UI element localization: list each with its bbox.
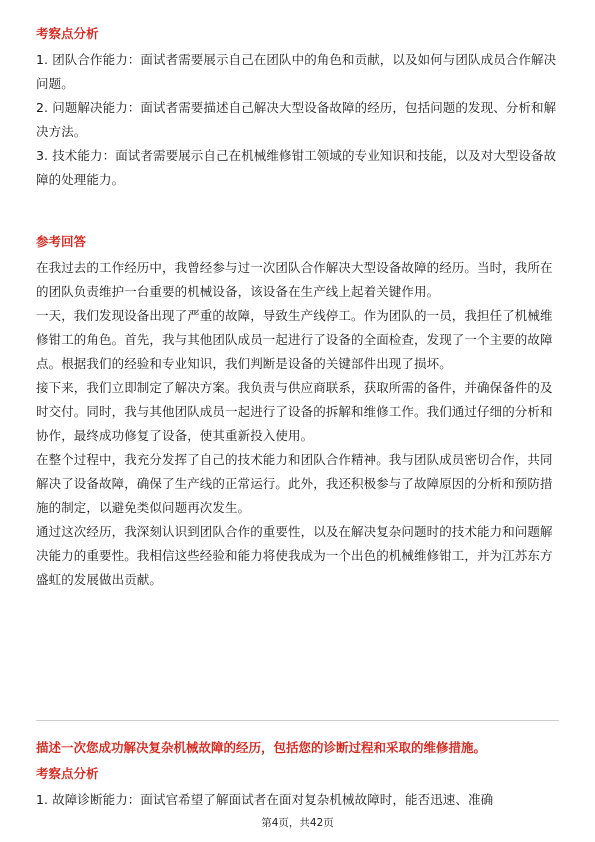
list-item: 3. 技术能力：面试者需要展示自己在机械维修钳工领域的专业知识和技能，以及对大型设备故障的处理能力。 <box>36 148 557 187</box>
section-heading-analysis-2: 考察点分析 <box>36 766 99 781</box>
page-number: 第4页，共42页 <box>261 817 334 829</box>
paragraph: 在我过去的工作经历中，我曾经参与过一次团队合作解决大型设备故障的经历。当时，我所在的团队负责维护一台重要的机械设备，该设备在生产线上起着关键作用。 <box>36 260 553 299</box>
paragraph: 在整个过程中，我充分发挥了自己的技术能力和团队合作精神。我与团队成员密切合作，共同解决了设备故障，确保了生产线的正常运行。此外，我还积极参与了故障原因的分析和预防措施的制定，以避免类似问题再次发生。 <box>36 452 553 515</box>
list-item: 2. 问题解决能力：面试者需要描述自己解决大型设备故障的经历，包括问题的发现、分析和解决方法。 <box>36 100 557 139</box>
section-heading-analysis: 考察点分析 <box>36 26 99 41</box>
divider <box>36 720 559 721</box>
paragraph: 一天，我们发现设备出现了严重的故障，导致生产线停工。作为团队的一员，我担任了机械维修钳工的角色。首先，我与其他团队成员一起进行了设备的全面检查，发现了一个主要的故障点。根据我们的经验和专业知识，我们判断是设备的关键部件出现了损坏。 <box>36 308 553 371</box>
list-item: 1. 故障诊断能力：面试官希望了解面试者在面对复杂机械故障时，能否迅速、准确 <box>36 792 494 807</box>
paragraph: 通过这次经历，我深刻认识到团队合作的重要性，以及在解决复杂问题时的技术能力和问题解决能力的重要性。我相信这些经验和能力将使我成为一个出色的机械维修钳工，并为江苏东方盛虹的发展做出贡献。 <box>36 524 553 587</box>
list-item: 1. 团队合作能力：面试者需要展示自己在团队中的角色和贡献，以及如何与团队成员合作解决问题。 <box>36 52 557 91</box>
paragraph: 接下来，我们立即制定了解决方案。我负责与供应商联系，获取所需的备件，并确保备件的及时交付。同时，我与其他团队成员一起进行了设备的拆解和维修工作。我们通过仔细的分析和协作，最终成功修复了设备，使其重新投入使用。 <box>36 380 553 443</box>
section-heading-answer: 参考回答 <box>36 234 87 249</box>
answer-body <box>36 256 559 592</box>
analysis-list <box>36 48 559 192</box>
next-question: 描述一次您成功解决复杂机械故障的经历，包括您的诊断过程和采取的维修措施。 <box>36 740 487 755</box>
analysis-list-2 <box>36 788 559 812</box>
